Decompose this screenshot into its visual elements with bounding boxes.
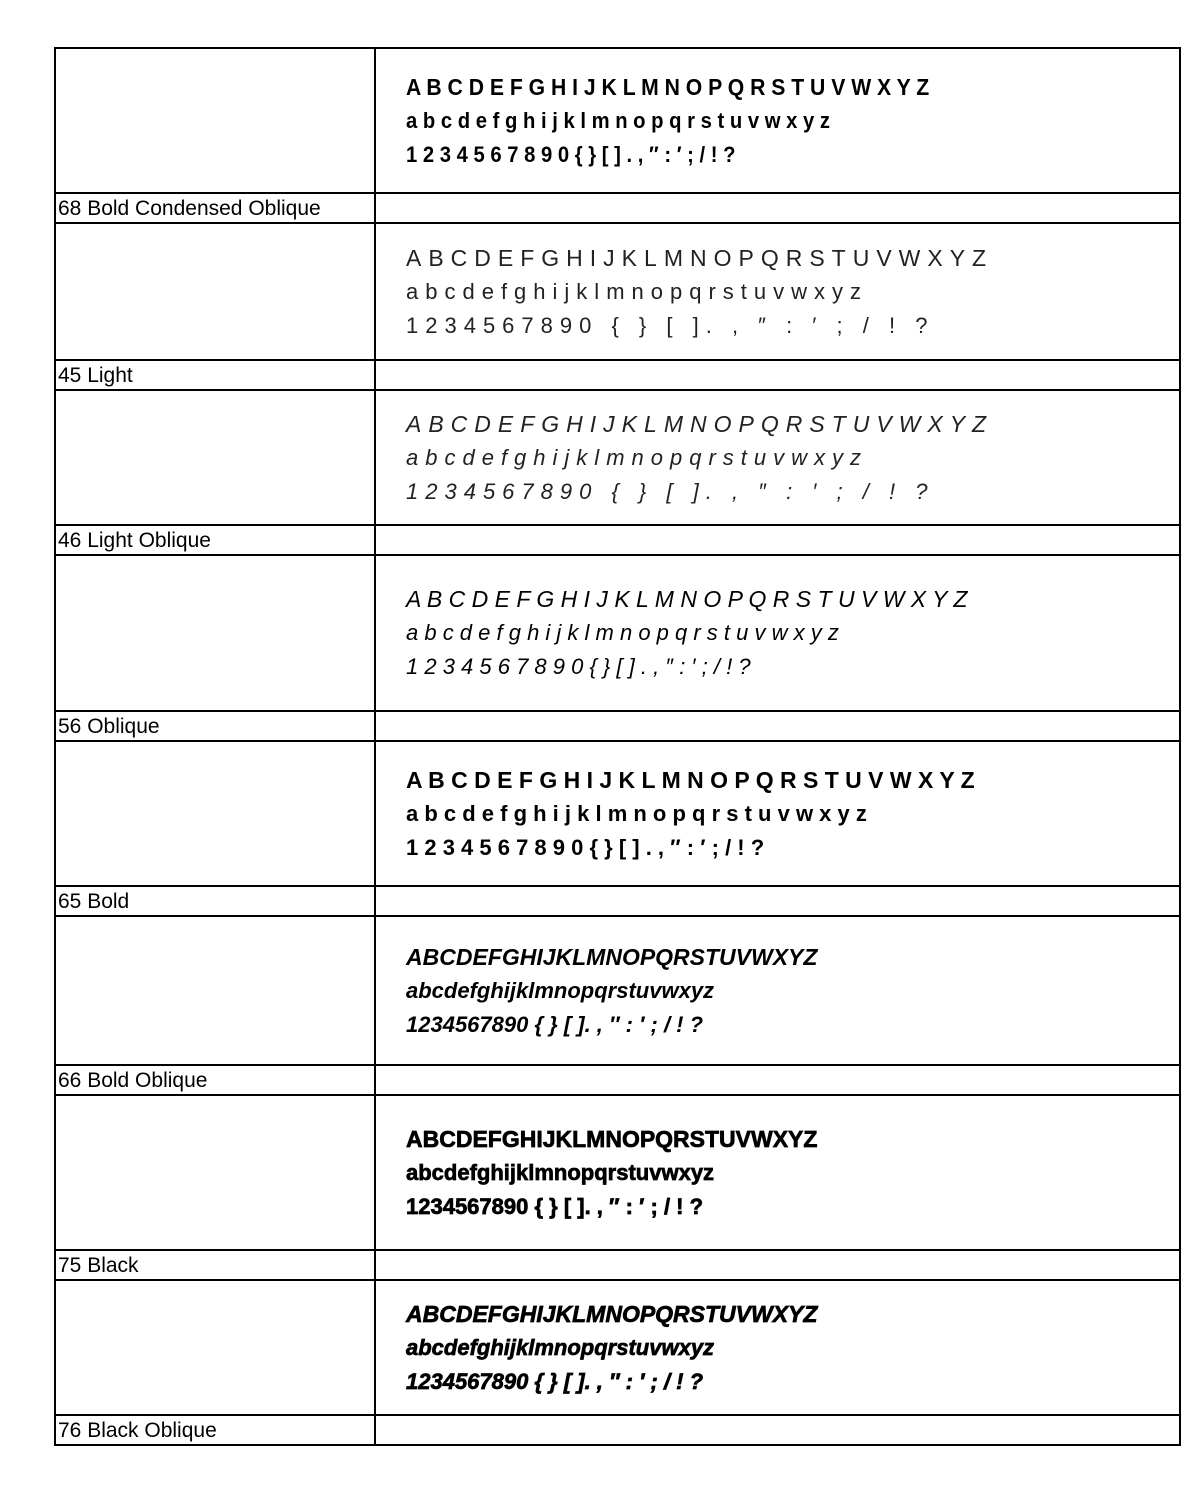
specimen-sample [375, 741, 1180, 886]
font-style-label: 65 Bold [55, 886, 375, 916]
uppercase-sample: ABCDEFGHIJKLMNOPQRSTUVWXYZ [406, 1300, 818, 1327]
specimen-label-row [55, 1415, 1180, 1445]
specimen-sample-row [55, 223, 1180, 360]
specimen-sample-row [55, 916, 1180, 1065]
uppercase-sample: ABCDEFGHIJKLMNOPQRSTUVWXYZ [406, 943, 818, 970]
empty-cell [375, 360, 1180, 390]
specimen-label-row [55, 886, 1180, 916]
specimen-sample [375, 916, 1180, 1065]
uppercase-sample: A B C D E F G H I J K L M N O P Q R S T U V W X Y Z [406, 73, 930, 100]
specimen-sample [375, 1280, 1180, 1415]
lowercase-sample: abcdefghijklmnopqrstuvwxyz [406, 444, 869, 470]
specimen-label-row [55, 193, 1180, 223]
specimen-label-row [55, 1065, 1180, 1095]
lowercase-sample: a b c d e f g h i j k l m n o p q r s t u v w x y z [406, 620, 839, 645]
empty-cell [375, 886, 1180, 916]
empty-cell [55, 223, 375, 360]
empty-cell [55, 1280, 375, 1415]
specimen-sample [375, 223, 1180, 360]
specimen-sample [375, 1095, 1180, 1250]
specimen-label-row [55, 711, 1180, 741]
lowercase-sample: a b c d e f g h i j k l m n o p q r s t u v w x y z [406, 107, 831, 133]
font-style-label: 66 Bold Oblique [55, 1065, 375, 1095]
specimen-sample-row [55, 1280, 1180, 1415]
symbols-sample: 1234567890 { } [ ]. , ″ : ′ ; / ! ? [406, 1011, 704, 1037]
font-style-label: 76 Black Oblique [55, 1415, 375, 1445]
specimen-sample-row [55, 741, 1180, 886]
empty-cell [55, 741, 375, 886]
font-style-label: 68 Bold Condensed Oblique [55, 193, 375, 223]
font-style-label: 56 Oblique [55, 711, 375, 741]
uppercase-sample: ABCDEFGHIJKLMNOPQRSTUVWXYZ [406, 1125, 818, 1152]
specimen-sample-row [55, 555, 1180, 711]
symbols-sample: 1234567890 { } [ ]. , ″ : ′ ; / ! ? [406, 1368, 704, 1394]
empty-cell [55, 48, 375, 193]
empty-cell [375, 1250, 1180, 1280]
symbols-sample: 1 2 3 4 5 6 7 8 9 0 { } [ ] . , ″ : ′ ; / ! ? [406, 654, 751, 679]
uppercase-sample: A B C D E F G H I J K L M N O P Q R S T U V W X Y Z [406, 766, 975, 793]
uppercase-sample: A B C D E F G H I J K L M N O P Q R S T U V W X Y Z [406, 586, 968, 612]
specimen-label-row [55, 1250, 1180, 1280]
symbols-sample: 1 2 3 4 5 6 7 8 9 0 { } [ ] . , ″ : ′ ; / ! ? [406, 834, 765, 860]
specimen-sample-row [55, 48, 1180, 193]
empty-cell [375, 711, 1180, 741]
lowercase-sample: abcdefghijklmnopqrstuvwxyz [406, 278, 869, 304]
font-style-label: 45 Light [55, 360, 375, 390]
specimen-label-row [55, 360, 1180, 390]
lowercase-sample: abcdefghijklmnopqrstuvwxyz [406, 977, 715, 1003]
empty-cell [375, 1065, 1180, 1095]
empty-cell [55, 555, 375, 711]
lowercase-sample: abcdefghijklmnopqrstuvwxyz [406, 1159, 715, 1185]
symbols-sample: 1234567890 { } [ ]. , ″ : ′ ; / ! ? [406, 1193, 704, 1219]
specimen-sample-row [55, 1095, 1180, 1250]
font-style-label: 46 Light Oblique [55, 525, 375, 555]
specimen-label-row [55, 525, 1180, 555]
font-specimen-table [54, 47, 1181, 1446]
symbols-sample: 1 2 3 4 5 6 7 8 9 0 { } [ ] . , ″ : ′ ; / ! ? [406, 141, 736, 167]
font-style-label: 75 Black [55, 1250, 375, 1280]
empty-cell [375, 193, 1180, 223]
lowercase-sample: a b c d e f g h i j k l m n o p q r s t u v w x y z [406, 800, 867, 826]
symbols-sample: 1234567890 { } [ ]. , ″ : ′ ; / ! ? [406, 478, 935, 504]
empty-cell [55, 1095, 375, 1250]
empty-cell [55, 916, 375, 1065]
empty-cell [375, 525, 1180, 555]
uppercase-sample: ABCDEFGHIJKLMNOPQRSTUVWXYZ [406, 244, 994, 271]
specimen-sample-row [55, 390, 1180, 525]
specimen-sample [375, 555, 1180, 711]
lowercase-sample: abcdefghijklmnopqrstuvwxyz [406, 1334, 715, 1360]
uppercase-sample: ABCDEFGHIJKLMNOPQRSTUVWXYZ [406, 410, 994, 437]
specimen-sample [375, 390, 1180, 525]
empty-cell [55, 390, 375, 525]
symbols-sample: 1234567890 { } [ ]. , ″ : ′ ; / ! ? [406, 312, 935, 338]
specimen-sample [375, 48, 1180, 193]
empty-cell [375, 1415, 1180, 1445]
